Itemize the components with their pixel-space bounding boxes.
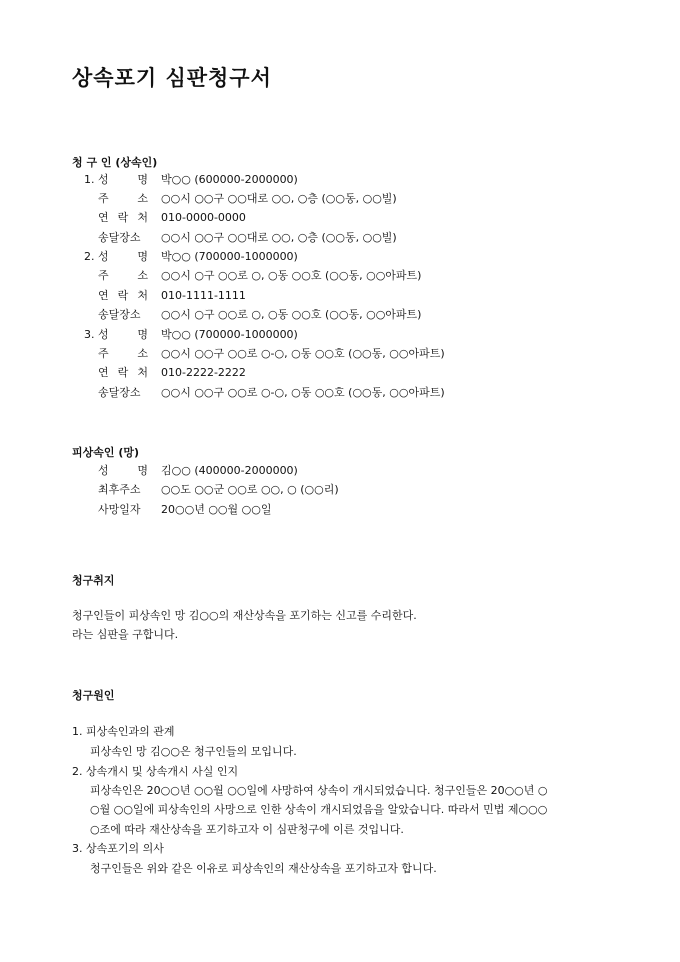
grounds-item-line: 청구인들은 위와 같은 이유로 피상속인의 재산상속을 포기하고자 합니다. — [90, 862, 437, 875]
field-label: 주 소 — [98, 347, 148, 360]
field-label: 주 소 — [98, 269, 148, 282]
field-label: 송달장소 — [98, 386, 141, 399]
grounds-item-line: 피상속인 망 김○○은 청구인들의 모입니다. — [90, 745, 297, 758]
purpose-line: 라는 심판을 구합니다. — [72, 628, 179, 641]
field-label: 성 명 — [98, 464, 148, 477]
field-value: ○○시 ○구 ○○로 ○, ○동 ○○호 (○○동, ○○아파트) — [161, 308, 422, 321]
field-value: 박○○ (700000-1000000) — [161, 250, 298, 263]
field-value: 010-2222-2222 — [161, 366, 246, 379]
field-value: ○○시 ○○구 ○○대로 ○○, ○층 (○○동, ○○빌) — [161, 231, 397, 244]
grounds-item-title: 1. 피상속인과의 관계 — [72, 725, 175, 738]
claimant-number: 1. — [84, 173, 95, 186]
grounds-item-line: ○조에 따라 재산상속을 포기하고자 이 심판청구에 이른 것입니다. — [90, 823, 404, 836]
field-value: ○○시 ○○구 ○○대로 ○○, ○층 (○○동, ○○빌) — [161, 192, 397, 205]
grounds-heading: 청구원인 — [72, 689, 115, 702]
page-title: 상속포기 심판청구서 — [72, 66, 272, 90]
claimant-number: 3. — [84, 328, 95, 341]
decedent-heading: 피상속인 (망) — [72, 446, 140, 459]
field-label: 사망일자 — [98, 503, 141, 516]
field-value: 박○○ (700000-1000000) — [161, 328, 298, 341]
field-value: 박○○ (600000-2000000) — [161, 173, 298, 186]
field-value: 20○○년 ○○월 ○○일 — [161, 503, 272, 516]
purpose-line: 청구인들이 피상속인 망 김○○의 재산상속을 포기하는 신고를 수리한다. — [72, 609, 417, 622]
field-value: 김○○ (400000-2000000) — [161, 464, 298, 477]
field-value: ○○시 ○구 ○○로 ○, ○동 ○○호 (○○동, ○○아파트) — [161, 269, 422, 282]
field-label: 송달장소 — [98, 308, 141, 321]
field-label: 송달장소 — [98, 231, 141, 244]
grounds-item-title: 2. 상속개시 및 상속개시 사실 인지 — [72, 765, 239, 778]
grounds-item-line: 피상속인은 20○○년 ○○월 ○○일에 사망하여 상속이 개시되었습니다. 청구인들은 20○○년 ○ — [90, 784, 548, 797]
field-value: 010-0000-0000 — [161, 211, 246, 224]
field-label: 성 명 — [98, 250, 148, 263]
grounds-item-title: 3. 상속포기의 의사 — [72, 842, 164, 855]
field-label: 연 락 처 — [98, 289, 148, 302]
field-label: 성 명 — [98, 328, 148, 341]
field-label: 연 락 처 — [98, 366, 148, 379]
field-value: ○○도 ○○군 ○○로 ○○, ○ (○○리) — [161, 483, 339, 496]
field-value: ○○시 ○○구 ○○로 ○-○, ○동 ○○호 (○○동, ○○아파트) — [161, 347, 445, 360]
claimants-heading: 청 구 인 (상속인) — [72, 156, 158, 169]
field-value: 010-1111-1111 — [161, 289, 246, 302]
field-label: 최후주소 — [98, 483, 141, 496]
grounds-item-line: ○월 ○○일에 피상속인의 사망으로 인한 상속이 개시되었음을 알았습니다. 따라서 민법 제○○○ — [90, 803, 548, 816]
field-label: 성 명 — [98, 173, 148, 186]
field-label: 주 소 — [98, 192, 148, 205]
field-label: 연 락 처 — [98, 211, 148, 224]
field-value: ○○시 ○○구 ○○로 ○-○, ○동 ○○호 (○○동, ○○아파트) — [161, 386, 445, 399]
claimant-number: 2. — [84, 250, 95, 263]
purpose-heading: 청구취지 — [72, 574, 115, 587]
